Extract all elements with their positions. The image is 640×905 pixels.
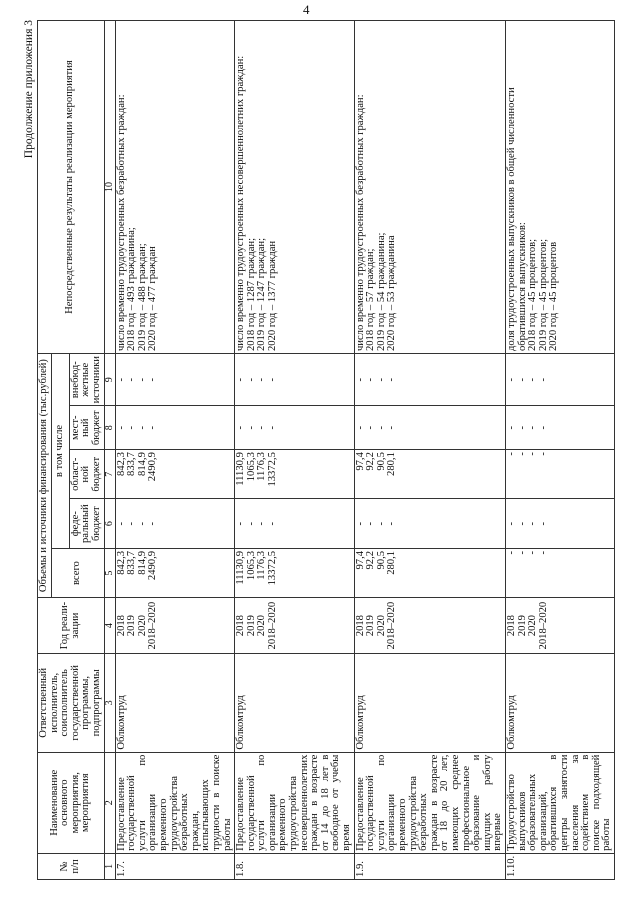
federal-value: - (126, 521, 138, 526)
years-value: 2018 (354, 615, 366, 637)
offbudget-value: - (537, 377, 549, 382)
years-value: 2019 (365, 615, 377, 637)
local-value: - (354, 426, 366, 430)
total-cell (235, 548, 355, 597)
col-number: 3 (104, 653, 115, 752)
federal-value: - (115, 521, 127, 526)
offbudget-value: - (147, 377, 159, 382)
offbudget-cell (505, 354, 614, 406)
total-value: - (516, 550, 528, 555)
years-value: 2019 (245, 615, 257, 637)
total-value: 92,2 (365, 550, 377, 570)
federal-value: - (235, 521, 247, 526)
page-number: 4 (303, 2, 310, 17)
total-value: - (537, 550, 549, 555)
years-value: 2020 (527, 615, 539, 637)
local-value: - (527, 426, 539, 430)
offbudget-value: - (256, 377, 268, 382)
offbudget-value: - (386, 377, 398, 382)
header-including: в том числе (51, 354, 69, 549)
result-line: 2020 год – 53 гражданина (386, 235, 398, 352)
local-cell (354, 406, 505, 450)
total-value: 833,7 (126, 550, 138, 575)
result-line: 2018 год – 493 гражданина; (126, 227, 138, 352)
regional-value: 280,1 (386, 452, 398, 476)
federal-value: - (516, 521, 528, 526)
total-value: 842,3 (115, 550, 127, 575)
total-value: 2490,9 (147, 550, 159, 581)
total-value: 11130,9 (235, 550, 247, 585)
header-federal: феде- ральный бюджет (69, 499, 104, 549)
program-activities-table (37, 20, 615, 880)
results-cell (505, 21, 614, 354)
years-value: 2018–2020 (386, 601, 398, 650)
result-line: 2020 год – 477 граждан (147, 246, 159, 352)
federal-value: - (505, 521, 517, 526)
result-line: 2019 год – 45 процентов; (537, 238, 549, 352)
regional-value: 97,4 (354, 452, 366, 471)
local-value: - (266, 426, 278, 430)
offbudget-cell (354, 354, 505, 406)
result-line: 2020 год – 1377 граждан (266, 240, 278, 352)
offbudget-value: - (375, 377, 387, 382)
federal-value: - (354, 521, 366, 526)
federal-cell (505, 499, 614, 549)
regional-value: 13372,5 (266, 452, 278, 487)
col-number: 9 (104, 354, 115, 406)
offbudget-value: - (527, 377, 539, 382)
total-value: 97,4 (354, 550, 366, 570)
federal-cell (235, 499, 355, 549)
local-value: - (115, 426, 127, 430)
result-line: число временно трудоустроенных несовершеннолетних граждан: (235, 55, 247, 352)
result-line: 2018 год – 45 процентов; (527, 238, 539, 352)
col-number: 2 (104, 752, 115, 853)
col-number: 5 (104, 548, 115, 597)
total-cell (115, 548, 235, 597)
federal-value: - (365, 521, 377, 526)
years-value: 2020 (256, 615, 268, 637)
regional-value: 92,2 (365, 452, 377, 471)
offbudget-value: - (245, 377, 257, 382)
row-number: 1.7. (115, 853, 235, 879)
regional-value: 1065,3 (245, 452, 257, 482)
header-total: всего (51, 548, 104, 597)
regional-value: 833,7 (126, 452, 138, 476)
local-cell (115, 406, 235, 450)
years-value: 2020 (375, 615, 387, 637)
federal-value: - (147, 521, 159, 526)
local-cell (235, 406, 355, 450)
regional-value: 814,9 (136, 452, 148, 476)
regional-cell (115, 450, 235, 499)
table-row (115, 21, 235, 880)
activity-name: Предоставление государственной услуги по организации временного трудоустройства безработных граждан, испытывающих трудности в поиске работы (115, 752, 235, 853)
responsible-executor: Облкомтруд (354, 653, 505, 752)
total-value: 1176,3 (256, 550, 268, 580)
federal-value: - (245, 521, 257, 526)
activity-name: Предоставление государственной услуги по организации временного трудоустройства безработных граждан в возрасте от 18 до 20 лет, имеющих среднее профессиональное образование и ищущих работу впервые (354, 752, 505, 853)
results-cell (354, 21, 505, 354)
years-cell (235, 598, 355, 654)
local-value: - (147, 426, 159, 430)
regional-cell (235, 450, 355, 499)
header-offbudget: внебюд- жетные источники (69, 354, 104, 406)
federal-value: - (375, 521, 387, 526)
row-number: 1.10. (505, 853, 614, 879)
result-line: 2020 год – 45 процентов (548, 241, 560, 352)
regional-value: 1176,3 (256, 452, 268, 481)
offbudget-cell (115, 354, 235, 406)
appendix-note: Продолжение приложения 3 (23, 20, 35, 159)
header-funding: Объемы и источники финансирования (тыс.рублей) (38, 354, 52, 598)
responsible-executor: Облкомтруд (235, 653, 355, 752)
result-line: доля трудоустроенных выпускников в общей численности обратившихся выпускников: (505, 87, 528, 352)
regional-value: 2490,9 (147, 452, 159, 482)
header-local: мест- ный бюджет (69, 406, 104, 450)
years-value: 2018–2020 (266, 601, 278, 650)
responsible-executor: Облкомтруд (505, 653, 614, 752)
years-value: 2018–2020 (147, 601, 159, 650)
result-line: 2019 год – 488 граждан; (136, 243, 148, 352)
offbudget-value: - (136, 377, 148, 382)
offbudget-value: - (365, 377, 377, 382)
federal-value: - (527, 521, 539, 526)
federal-value: - (266, 521, 278, 526)
offbudget-cell (235, 354, 355, 406)
regional-value: - (527, 452, 539, 456)
local-cell (505, 406, 614, 450)
years-value: 2018–2020 (537, 601, 549, 650)
federal-value: - (386, 521, 398, 526)
results-cell (115, 21, 235, 354)
offbudget-value: - (235, 377, 247, 382)
years-value: 2018 (235, 615, 247, 637)
regional-cell (505, 450, 614, 499)
total-value: 814,9 (136, 550, 148, 575)
total-value: 13372,5 (266, 550, 278, 586)
column-numbers-row (104, 21, 115, 880)
row-number: 1.8. (235, 853, 355, 879)
federal-cell (354, 499, 505, 549)
offbudget-value: - (516, 377, 528, 382)
offbudget-value: - (126, 377, 138, 382)
activity-name: Предоставление государственной услуги по организации временного трудоустройства несовершеннолетних граждан в возрасте от 14 до 18 лет в свободное от учебы время (235, 752, 355, 853)
header-regional: област- ной бюджет (69, 450, 104, 499)
local-value: - (505, 426, 517, 430)
col-number: 6 (104, 499, 115, 549)
local-value: - (375, 426, 387, 430)
activity-name: Трудоустройство выпускников образовательных организаций, обратившихся в центры занятости населения за содействием в поиске подходящей работы (505, 752, 614, 853)
table-row (354, 21, 505, 880)
total-cell (505, 548, 614, 597)
federal-cell (115, 499, 235, 549)
offbudget-value: - (115, 377, 127, 382)
years-value: 2020 (136, 615, 148, 637)
result-line: 2018 год – 1287 граждан; (245, 237, 257, 352)
federal-value: - (256, 521, 268, 526)
total-value: - (527, 550, 539, 555)
regional-value: - (505, 452, 517, 456)
header-results: Непосредственные результаты реализации мероприятия (38, 21, 105, 354)
years-value: 2019 (126, 615, 138, 637)
offbudget-value: - (505, 377, 517, 382)
col-number: 10 (104, 21, 115, 354)
total-cell (354, 548, 505, 597)
result-line: 2019 год – 1247 граждан; (256, 237, 268, 352)
federal-value: - (537, 521, 549, 526)
total-value: 90,5 (375, 550, 387, 570)
regional-value: 90,5 (375, 452, 387, 471)
total-value: 280,1 (386, 550, 398, 575)
regional-value: 842,3 (115, 452, 127, 476)
local-value: - (386, 426, 398, 430)
local-value: - (136, 426, 148, 430)
header-num: № п/п (38, 853, 105, 879)
total-value: - (505, 550, 517, 555)
regional-value: - (537, 452, 549, 456)
local-value: - (245, 426, 257, 430)
offbudget-value: - (266, 377, 278, 382)
rotated-page-content (25, 20, 615, 880)
table-row (235, 21, 355, 880)
local-value: - (516, 426, 528, 430)
results-cell (235, 21, 355, 354)
col-number: 8 (104, 406, 115, 450)
header-executor: Ответственный исполнитель, соисполнитель государственной программы, подпрограммы (38, 653, 105, 752)
local-value: - (365, 426, 377, 430)
col-number: 7 (104, 450, 115, 499)
regional-cell (354, 450, 505, 499)
federal-value: - (136, 521, 148, 526)
row-number: 1.9. (354, 853, 505, 879)
local-value: - (235, 426, 247, 430)
years-cell (505, 598, 614, 654)
col-number: 4 (104, 598, 115, 654)
years-cell (354, 598, 505, 654)
result-line: 2018 год – 57 граждан; (365, 248, 377, 352)
years-value: 2018 (505, 615, 517, 637)
result-line: число временно трудоустроенных безработных граждан: (115, 94, 127, 352)
total-value: 1065,3 (245, 550, 257, 581)
col-number: 1 (104, 853, 115, 879)
local-value: - (126, 426, 138, 430)
result-line: число временно трудоустроенных безработных граждан: (354, 94, 366, 352)
local-value: - (256, 426, 268, 430)
years-value: 2018 (115, 615, 127, 637)
years-value: 2019 (516, 615, 528, 637)
header-year: Год реали- зации (38, 598, 105, 654)
table-row (505, 21, 614, 880)
header-name: Наименование основного мероприятия, мероприятия (38, 752, 105, 853)
offbudget-value: - (354, 377, 366, 382)
years-cell (115, 598, 235, 654)
responsible-executor: Облкомтруд (115, 653, 235, 752)
regional-value: 11130,9 (235, 452, 247, 486)
regional-value: - (516, 452, 528, 456)
local-value: - (537, 426, 549, 430)
result-line: 2019 год – 54 гражданина; (375, 232, 387, 352)
